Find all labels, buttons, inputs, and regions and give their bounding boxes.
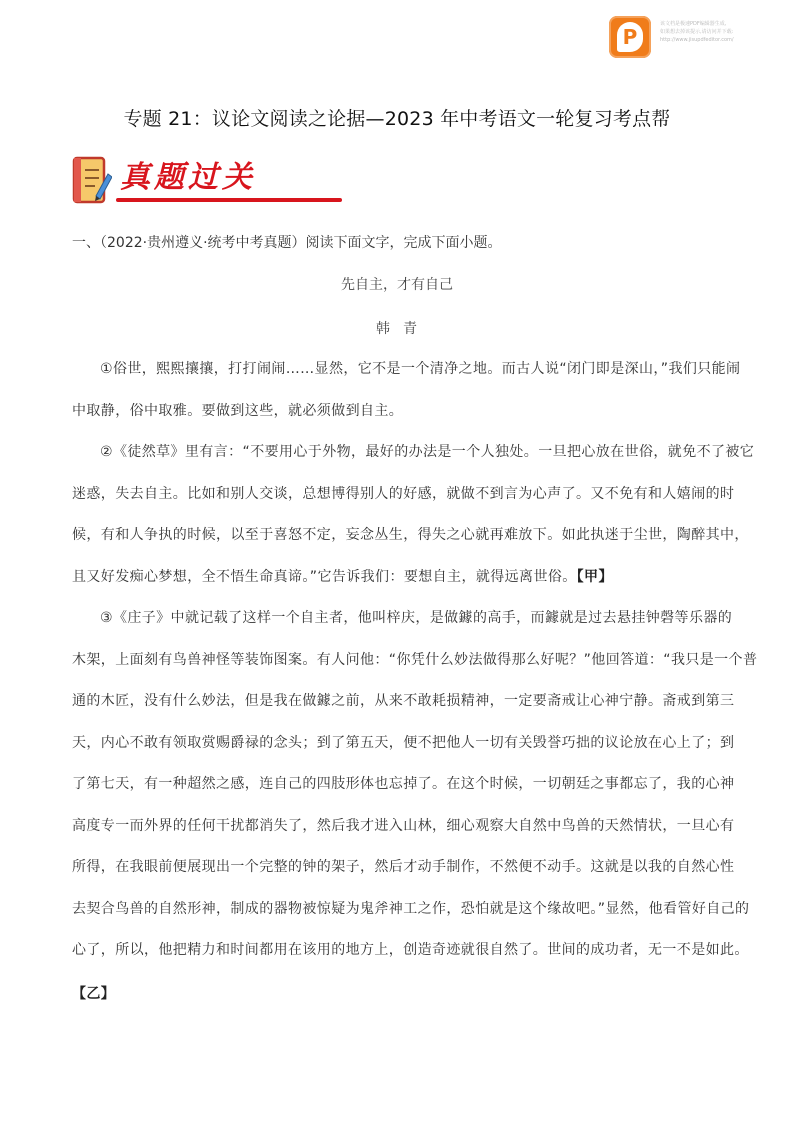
paragraph-line: 所得，在我眼前便展现出一个完整的钟的架子，然后才动手制作，不然便不动手。这就是以我的自然心性 xyxy=(72,859,735,875)
marker-jia: 【甲】 xyxy=(576,569,613,585)
pdf-editor-logo-icon xyxy=(609,16,651,58)
question-number: 一、 xyxy=(72,235,100,251)
paragraph-line: ①俗世，熙熙攘攘，打打闹闹……显然，它不是一个清净之地。而古人说“闭门即是深山，”我们只能闹 xyxy=(100,361,741,377)
question-intro xyxy=(72,232,502,252)
banner-label: 真题过关 xyxy=(120,160,256,195)
author-surname: 韩 xyxy=(376,321,391,337)
paragraph-line: 了第七天，有一种超然之感，连自己的四肢形体也忘掉了。在这个时候，一切朝廷之事都忘了，我的心神 xyxy=(72,776,735,792)
watermark-link[interactable]: http://www.jisupdfeditor.com/ xyxy=(660,37,734,43)
notebook-pencil-icon xyxy=(72,156,112,206)
article-author xyxy=(0,318,794,338)
section-banner xyxy=(72,154,272,208)
paragraph-text: 且又好发痴心梦想，全不悟生命真谛。”它告诉我们：要想自主，就得远离世俗。 xyxy=(72,569,577,585)
paragraph-line: ③《庄子》中就记载了这样一个自主者，他叫梓庆，是做鐻的高手，而鐻就是过去悬挂钟磬等乐器的 xyxy=(100,610,733,626)
article-title: 先自主，才有自己 xyxy=(341,277,453,293)
marker-yi: 【乙】 xyxy=(72,986,116,1002)
page-title: 专题 21：议论文阅读之论据—2023 年中考语文一轮复习考点帮 xyxy=(123,108,671,130)
banner-underline xyxy=(116,198,342,202)
paragraph-line: 去契合鸟兽的自然形神，制成的器物被惊疑为鬼斧神工之作，恐怕就是这个缘故吧。”显然，他看管好自己的 xyxy=(72,901,750,917)
author-given-name: 青 xyxy=(403,321,418,337)
paragraph-line: 天，内心不敢有领取赏赐爵禄的念头；到了第五天，便不把他人一切有关毁誉巧拙的议论放在心上了；到 xyxy=(72,735,735,751)
paragraph-line: 中取静，俗中取雅。要做到这些，就必须做到自主。 xyxy=(72,403,404,419)
paragraph-line: 候，有和人争执的时候，以至于喜怒不定，妄念丛生，得失之心就再难放下。如此执迷于尘世，陶醉其中， xyxy=(72,527,749,543)
paragraph-line: 迷惑，失去自主。比如和别人交谈，总想博得别人的好感，就做不到言为心声了。又不免有和人嬉闹的时 xyxy=(72,486,735,502)
marker-yi-line xyxy=(72,983,740,1003)
logo-letter: P xyxy=(617,22,643,52)
paragraph-line: 心了，所以，他把精力和时间都用在该用的地方上，创造奇迹就很自然了。世间的成功者，无一不是如此。 xyxy=(72,942,749,958)
paragraph-line: ②《徒然草》里有言：“不要用心于外物，最好的办法是一个人独处。一旦把心放在世俗，就免不了被它 xyxy=(100,444,755,460)
paragraph-line: 通的木匠，没有什么妙法，但是我在做鐻之前，从来不敢耗损精神，一定要斋戒让心神宁静。斋戒到第三 xyxy=(72,693,735,709)
paragraph-line: 木架，上面刻有鸟兽神怪等装饰图案。有人问他：“你凭什么妙法做得那么好呢？”他回答道：“我只是一个普 xyxy=(72,652,758,668)
watermark-line: 如果想去掉该提示,请访问并下载: xyxy=(660,29,734,35)
paragraph-line-with-marker xyxy=(72,566,740,586)
watermark-line: 该文档是极速PDF编辑器生成, xyxy=(660,21,727,27)
watermark-text xyxy=(660,20,790,44)
paragraph-line: 高度专一而外界的任何干扰都消失了，然后我才进入山林，细心观察大自然中鸟兽的天然情状，一旦心有 xyxy=(72,818,735,834)
question-instruction: （2022·贵州遵义·统考中考真题）阅读下面文字，完成下面小题。 xyxy=(100,235,502,251)
